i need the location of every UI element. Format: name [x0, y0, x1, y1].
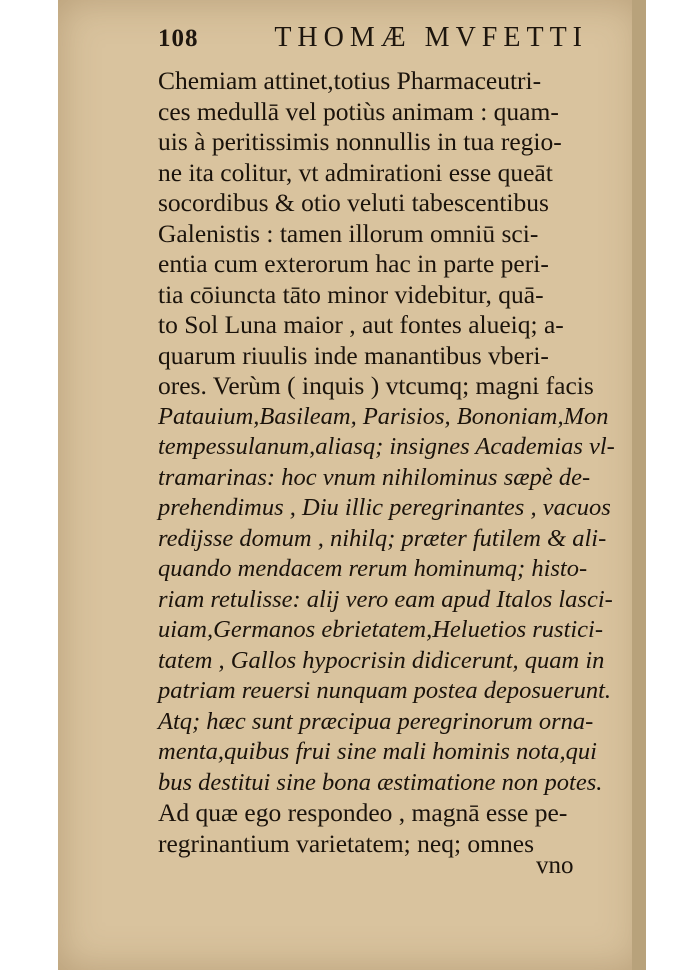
text-line: ne ita colitur, vt admirationi esse queāt	[158, 158, 553, 187]
text-line: Patauium,Basileam, Parisios, Bononiam,Mon	[158, 403, 609, 430]
catchword: vno	[536, 852, 574, 879]
running-head: THOMÆ MVFETTI	[274, 22, 588, 53]
text-line: uis à peritissimis nonnullis in tua regio-	[158, 127, 562, 156]
text-line: socordibus & otio veluti tabescentibus	[158, 188, 549, 217]
text-line: uiam,Germanos ebrietatem,Heluetios rustici-	[158, 616, 604, 643]
text-line: quando mendacem rerum hominumq; histo-	[158, 555, 588, 582]
text-line: tramarinas: hoc vnum nihilominus sæpè de-	[158, 464, 591, 491]
text-line: ores. Verùm ( inquis ) vtcumq; magni facis	[158, 371, 594, 400]
text-line: riam retulisse: alij vero eam apud Italos lasci-	[158, 586, 613, 613]
text-line: tatem , Gallos hypocrisin didicerunt, quam in	[158, 647, 605, 674]
text-line: prehendimus , Diu illic peregrinantes , vacuos	[158, 494, 611, 521]
text-line: Galenistis : tamen illorum omniū sci-	[158, 219, 539, 248]
text-line: to Sol Luna maior , aut fontes alueiq; a-	[158, 310, 564, 339]
text-line: patriam reuersi nunquam postea deposuerunt.	[158, 677, 611, 704]
page-header	[158, 22, 588, 54]
text-line: tempessulanum,aliasq; insignes Academias vl-	[158, 433, 615, 460]
text-line: regrinantium varietatem; neq; omnes	[158, 829, 535, 858]
text-line: Atq; hæc sunt præcipua peregrinorum orna-	[158, 708, 594, 735]
text-line: Ad quæ ego respondeo , magnā esse pe-	[158, 798, 568, 827]
text-line: redijsse domum , nihilq; præter futilem & ali-	[158, 525, 607, 552]
text-line: bus destitui sine bona æstimatione non potes.	[158, 769, 603, 796]
page-edge	[632, 0, 646, 970]
text-line: menta,quibus frui sine mali hominis nota,qui	[158, 738, 597, 765]
text-line: entia cum exterorum hac in parte peri-	[158, 249, 549, 278]
text-line: tia cōiuncta tāto minor videbitur, quā-	[158, 280, 544, 309]
page-number: 108	[158, 25, 199, 52]
text-line: ces medullā vel potiùs animam : quam-	[158, 97, 559, 126]
text-line: Chemiam attinet,totius Pharmaceutri-	[158, 66, 542, 95]
text-line: quarum riuulis inde manantibus vberi-	[158, 341, 549, 370]
